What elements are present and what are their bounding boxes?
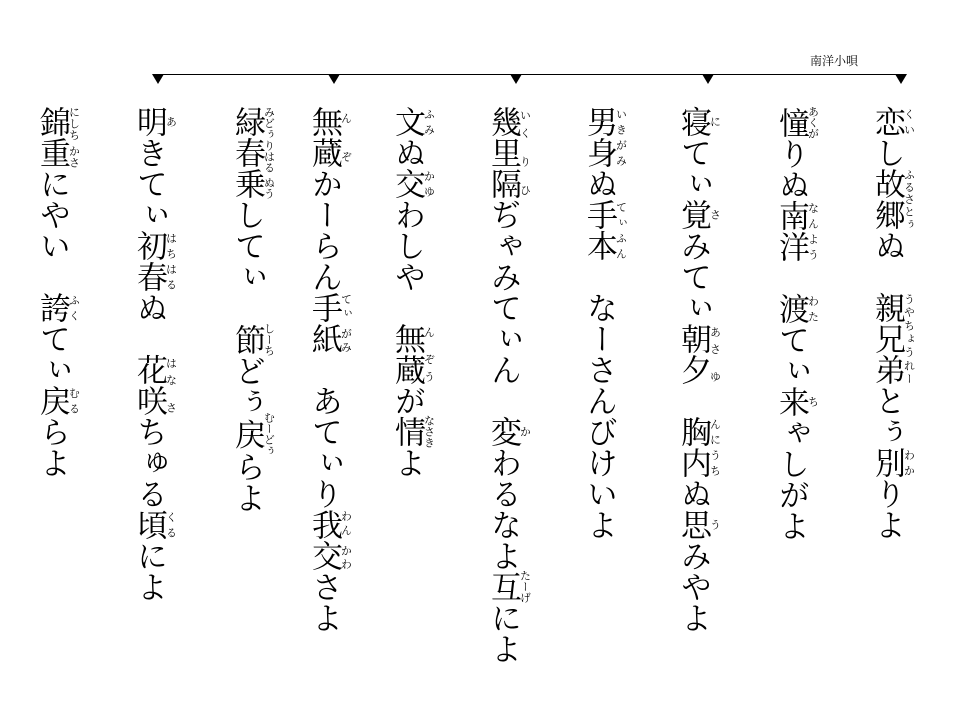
ruby-base: 花咲 xyxy=(131,354,167,416)
lyric-line-1b xyxy=(771,106,819,541)
lyric-text: てぃ xyxy=(675,137,711,199)
ruby-base: 情 xyxy=(389,415,425,448)
lyric-text: きてぃ xyxy=(131,137,167,230)
ruby-word xyxy=(389,168,436,199)
ruby-word xyxy=(131,106,178,137)
ruby-word xyxy=(869,292,916,385)
ruby-reading: なさき xyxy=(422,415,436,448)
lyric-text: してぃ xyxy=(229,199,265,292)
ruby-base: 思 xyxy=(675,509,711,540)
lyric-text: みてぃ xyxy=(675,230,711,323)
ruby-word xyxy=(675,199,722,230)
ruby-base: 故郷 xyxy=(869,168,905,230)
ruby-word xyxy=(581,106,628,168)
ruby-reading: ふく xyxy=(67,292,81,323)
ruby-reading: にしち かさ xyxy=(67,106,81,168)
ruby-base: 明 xyxy=(131,106,167,137)
ruby-base: 変 xyxy=(485,416,521,447)
ruby-base: 頃 xyxy=(131,509,167,540)
ruby-reading: みどぅりはる ぬう xyxy=(262,106,276,199)
ruby-base: 無蔵 xyxy=(306,106,342,168)
ruby-base: 錦重 xyxy=(34,106,70,168)
ruby-reading: しーち xyxy=(262,323,276,356)
ruby-base: 渡 xyxy=(773,293,809,324)
ruby-reading: あ xyxy=(164,106,178,137)
ruby-base: 朝夕 xyxy=(675,323,711,385)
ruby-word xyxy=(389,106,436,137)
ruby-reading: むる xyxy=(67,385,81,416)
lyric-text: ちゅる xyxy=(131,416,167,509)
lyric-text: ぬ xyxy=(675,478,711,509)
lyric-text: らよ xyxy=(34,416,70,478)
ruby-word xyxy=(485,106,532,199)
ruby-base: 文 xyxy=(389,106,425,137)
ruby-word xyxy=(306,509,353,571)
ruby-base: 憧 xyxy=(773,106,809,139)
lyric-text: ぬ xyxy=(389,137,425,168)
ruby-reading: ん ぞう xyxy=(422,323,436,385)
ruby-reading: わん かわ xyxy=(339,509,353,571)
lyric-text: さよ xyxy=(306,571,342,633)
ruby-reading: たーげ xyxy=(518,570,532,603)
ruby-word xyxy=(131,230,178,292)
ruby-word xyxy=(34,385,81,416)
ruby-reading: わた xyxy=(806,293,820,324)
ruby-reading: かゆ xyxy=(422,168,436,199)
ruby-word xyxy=(389,415,436,448)
ruby-reading: くる xyxy=(164,509,178,540)
ruby-reading: あくが xyxy=(806,106,820,139)
lyric-text: し xyxy=(869,137,905,168)
ruby-base: 無蔵 xyxy=(389,323,425,385)
lyric-line-4b xyxy=(227,106,275,513)
ruby-base: 手本 xyxy=(581,199,617,261)
ruby-reading: てぃふん xyxy=(614,199,628,261)
ruby-base: 胸内 xyxy=(675,416,711,478)
verse-marker-arrow xyxy=(895,74,907,84)
ruby-reading: か xyxy=(518,416,532,447)
ruby-word xyxy=(131,354,178,416)
ruby-base: 恋 xyxy=(869,106,905,137)
ruby-base: 南洋 xyxy=(773,200,809,262)
ruby-word xyxy=(675,323,722,385)
lyric-text: にやい xyxy=(34,168,70,261)
ruby-word xyxy=(389,323,436,385)
ruby-base: 戻 xyxy=(229,412,265,456)
ruby-reading: いきがみ xyxy=(614,106,628,168)
ruby-reading: なんよう xyxy=(806,200,820,262)
lyric-text: よ xyxy=(389,447,425,478)
ruby-word xyxy=(773,200,820,262)
ruby-base: 初春 xyxy=(131,230,167,292)
ruby-word xyxy=(306,292,353,354)
lyric-line-5b xyxy=(32,106,80,478)
lyric-line-4a xyxy=(304,106,352,633)
lyric-text: ぬ xyxy=(131,292,167,323)
ruby-base: 覚 xyxy=(675,199,711,230)
verse-marker-arrow xyxy=(702,74,714,84)
ruby-base: 互 xyxy=(485,570,521,603)
song-title: 南洋小唄 xyxy=(810,54,859,68)
ruby-word xyxy=(34,292,81,323)
ruby-reading: あさ ゆ xyxy=(708,323,722,385)
lyric-line-1a xyxy=(867,106,915,540)
ruby-reading: むーどぅ xyxy=(262,412,276,456)
ruby-base: 来 xyxy=(773,386,809,417)
ruby-reading: うやちょうれー xyxy=(902,292,916,385)
lyric-text: ぬ xyxy=(869,230,905,261)
ruby-reading: んにうち xyxy=(708,416,722,478)
lyric-text: てぃ xyxy=(773,324,809,386)
ruby-base: 節 xyxy=(229,323,265,356)
lyric-text: りよ xyxy=(869,478,905,540)
lyric-text: によ xyxy=(485,602,521,664)
verse-connector-line xyxy=(158,74,903,75)
ruby-reading: くい xyxy=(902,106,916,137)
lyric-text: らよ xyxy=(229,451,265,513)
ruby-reading: ん ぞ xyxy=(339,106,353,168)
ruby-base: 親兄弟 xyxy=(869,292,905,385)
lyric-line-2b xyxy=(579,106,627,540)
ruby-reading: ふみ xyxy=(422,106,436,137)
ruby-word xyxy=(229,106,276,199)
lyric-text: が xyxy=(389,385,425,416)
ruby-base: 我交 xyxy=(306,509,342,571)
lyric-text: りぬ xyxy=(773,138,809,200)
ruby-reading: う xyxy=(708,509,722,540)
ruby-reading: てぃ がみ xyxy=(339,292,353,354)
ruby-word xyxy=(869,106,916,137)
lyric-line-2a xyxy=(673,106,721,633)
ruby-base: 緑春乗 xyxy=(229,106,265,199)
ruby-word xyxy=(675,509,722,540)
lyric-text: あてぃり xyxy=(306,385,342,509)
lyric-text: どぅ xyxy=(229,355,265,417)
lyric-text: かーらん xyxy=(306,168,342,292)
ruby-reading: さ xyxy=(708,199,722,230)
ruby-reading: ふるさとぅ xyxy=(902,168,916,230)
ruby-word xyxy=(675,416,722,478)
ruby-base: 別 xyxy=(869,447,905,478)
lyric-text: てぃ xyxy=(34,323,70,385)
lyric-text: ぢゃみてぃん xyxy=(485,199,521,385)
ruby-word xyxy=(675,106,722,137)
lyric-text: なーさんびけいよ xyxy=(581,292,617,540)
ruby-reading: はな さ xyxy=(164,354,178,416)
ruby-word xyxy=(773,106,820,139)
ruby-reading: わか xyxy=(902,447,916,478)
ruby-word xyxy=(581,199,628,261)
ruby-base: 誇 xyxy=(34,292,70,323)
ruby-word xyxy=(869,168,916,230)
verse-marker-arrow xyxy=(152,74,164,84)
ruby-word xyxy=(229,323,276,356)
ruby-word xyxy=(485,416,532,447)
ruby-word xyxy=(131,509,178,540)
lyric-text: とぅ xyxy=(869,385,905,447)
ruby-base: 手紙 xyxy=(306,292,342,354)
ruby-word xyxy=(34,106,81,168)
ruby-word xyxy=(869,447,916,478)
lyric-text: によ xyxy=(131,540,167,602)
lyric-text: ゃしがよ xyxy=(773,417,809,541)
verse-marker-arrow xyxy=(328,74,340,84)
ruby-word xyxy=(773,386,820,417)
ruby-base: 戻 xyxy=(34,385,70,416)
ruby-word xyxy=(773,293,820,324)
ruby-reading: はちはる xyxy=(164,230,178,292)
ruby-word xyxy=(306,106,353,168)
ruby-reading: いく り ひ xyxy=(518,106,532,199)
lyric-line-3b xyxy=(387,106,435,478)
ruby-reading: ち xyxy=(806,386,820,417)
ruby-base: 交 xyxy=(389,168,425,199)
lyric-line-3a xyxy=(483,106,531,664)
lyric-text: ぬ xyxy=(581,168,617,199)
ruby-word xyxy=(229,412,276,456)
ruby-base: 幾里隔 xyxy=(485,106,521,199)
lyric-text: わしや xyxy=(389,199,425,292)
ruby-base: 寝 xyxy=(675,106,711,137)
lyric-text: みやよ xyxy=(675,540,711,633)
ruby-word xyxy=(485,570,532,603)
ruby-base: 男身 xyxy=(581,106,617,168)
lyric-text: わるなよ xyxy=(485,447,521,571)
verse-marker-arrow xyxy=(510,74,522,84)
lyric-line-5a xyxy=(129,106,177,602)
ruby-reading: に xyxy=(708,106,722,137)
